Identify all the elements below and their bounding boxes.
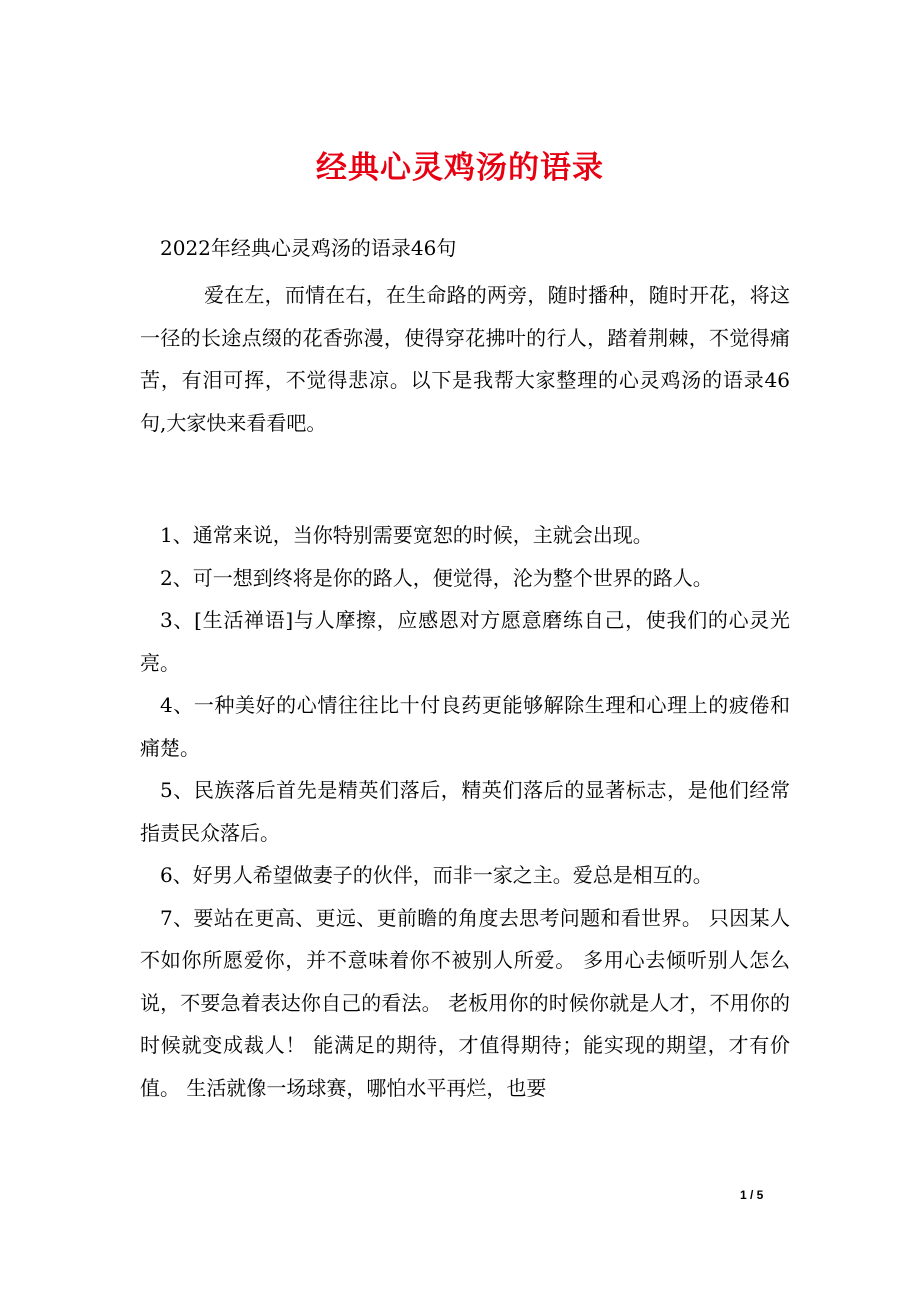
list-item: 2、可一想到终将是你的路人，便觉得，沦为整个世界的路人。 <box>160 565 713 590</box>
list-item: 1、通常来说，当你特别需要宽恕的时候，主就会出现。 <box>160 523 653 547</box>
list-item: 3、[生活禅语]与人摩擦，应感恩对方愿意磨练自己，使我们的心灵光亮。 <box>140 608 790 675</box>
list-item: 4、一种美好的心情往往比十付良药更能够解除生理和心理上的疲倦和痛楚。 <box>140 693 790 760</box>
page-indicator: 1 / 5 <box>740 1188 764 1202</box>
quote-list <box>140 514 790 1109</box>
document-subtitle: 2022年经典心灵鸡汤的语录46句 <box>160 236 457 260</box>
intro-paragraph: 爱在左，而情在右，在生命路的两旁，随时播种，随时开花，将这一径的长途点缀的花香弥漫，使得穿花拂叶的行人，踏着荆棘，不觉得痛苦，有泪可挥，不觉得悲凉。以下是我帮大家整理的心灵鸡汤的语录46句,大家快来看看吧。 <box>140 283 790 435</box>
list-item: 5、民族落后首先是精英们落后，精英们落后的显著标志，是他们经常指责民众落后。 <box>140 778 790 845</box>
list-item: 6、好男人希望做妻子的伙伴，而非一家之主。爱总是相互的。 <box>160 863 713 887</box>
document-title: 经典心灵鸡汤的语录 <box>316 150 604 186</box>
list-item: 7、要站在更高、更远、更前瞻的角度去思考问题和看世界。 只因某人不如你所愿爱你，并不意味着你不被别人所爱。 多用心去倾听别人怎么说，不要急着表达你自己的看法。 老板用你的时候你就是人才，不用你的时候就变成裁人！ 能满足的期待，才值得期待；能实现的期望，才有价值。 生活就像一场球赛，哪怕水平再烂，也要 <box>140 905 790 1100</box>
